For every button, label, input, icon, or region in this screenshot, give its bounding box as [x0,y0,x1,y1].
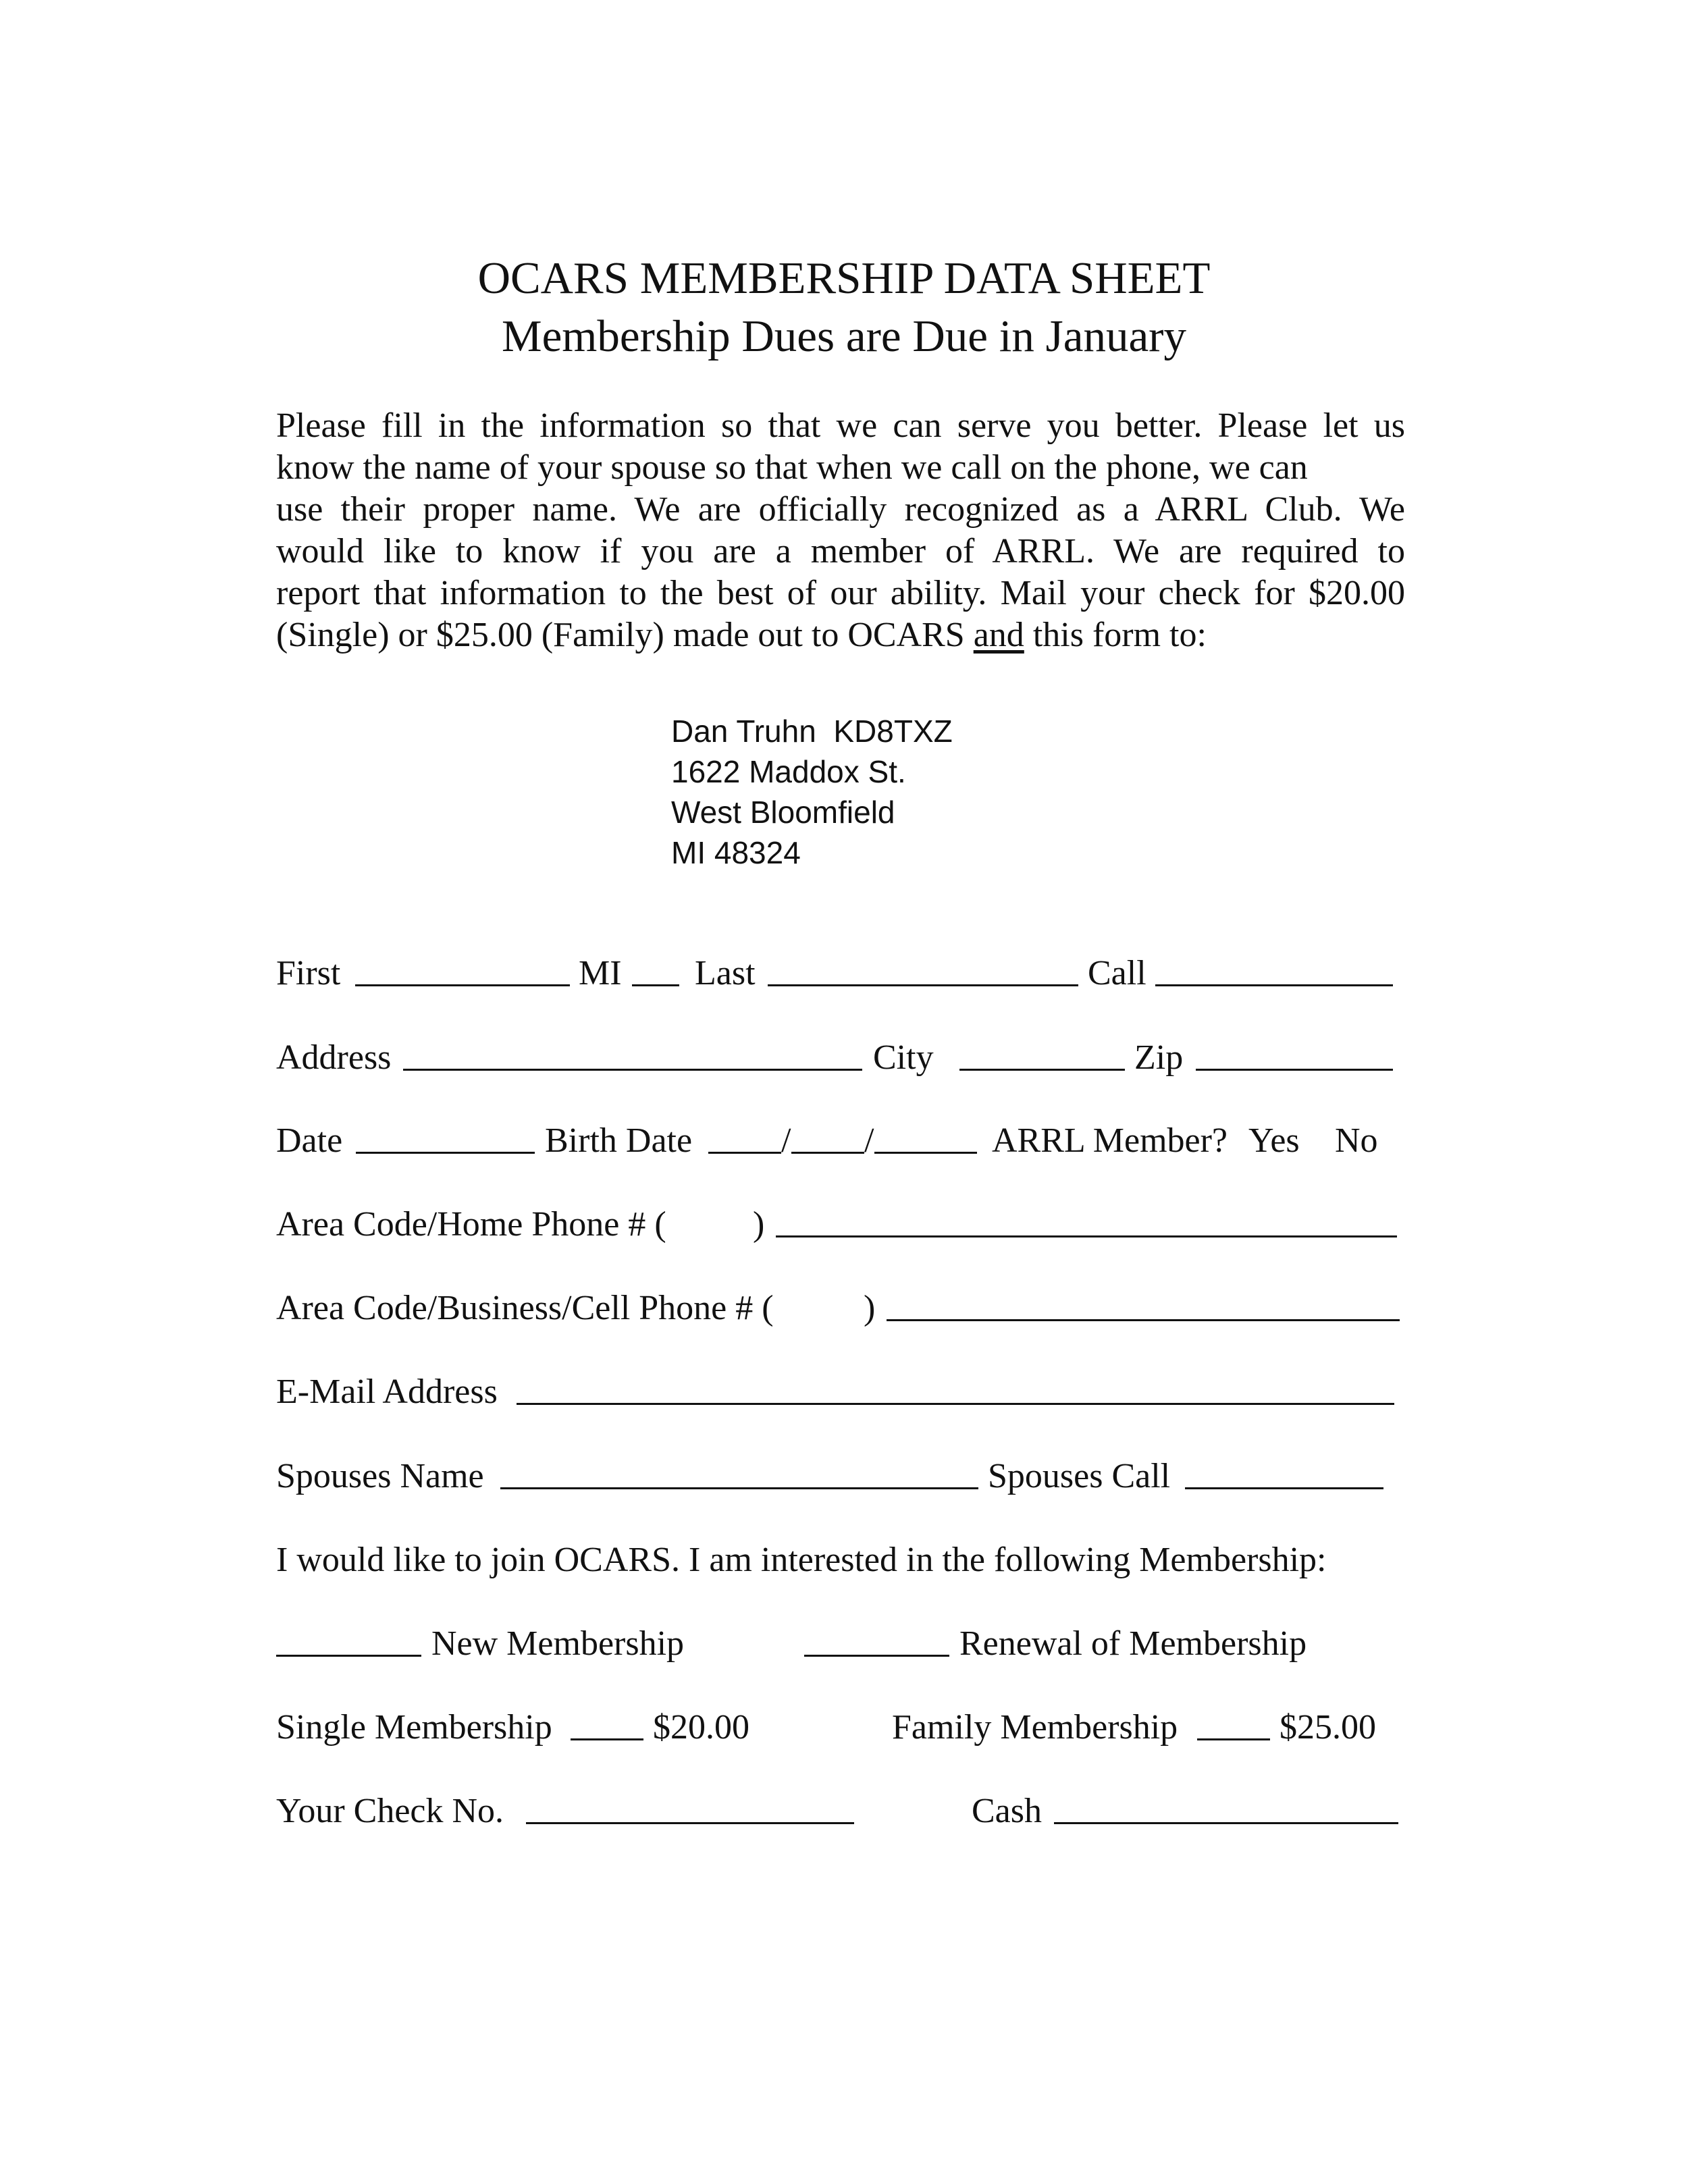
single-membership-field[interactable] [571,1706,643,1740]
arrl-yes-option[interactable]: Yes [1248,1121,1300,1160]
city-label: City [873,1038,934,1077]
spouse-name-field[interactable] [500,1455,978,1489]
family-membership-field[interactable] [1197,1706,1270,1740]
last-name-field[interactable] [768,952,1078,986]
mi-label: MI [579,954,622,992]
home-phone-label: Area Code/Home Phone # ( [276,1205,666,1244]
new-membership-label: New Membership [431,1624,685,1663]
date-separator: / [781,1121,791,1160]
call-sign-field[interactable] [1155,952,1393,986]
intro-line: Please fill in the information so that we can serve you better. Please let us [276,406,1405,445]
cash-label: Cash [972,1792,1042,1830]
spouse-call-label: Spouses Call [988,1457,1171,1495]
check-number-field[interactable] [526,1790,854,1824]
single-membership-label: Single Membership [276,1708,552,1747]
intro-line [276,614,1405,656]
first-name-field[interactable] [355,952,570,986]
middle-initial-field[interactable] [632,952,679,986]
email-label: E-Mail Address [276,1373,498,1411]
city-field[interactable] [959,1036,1125,1071]
address-label: Address [276,1038,392,1077]
cash-field[interactable] [1054,1790,1398,1824]
birth-year-field[interactable] [874,1119,977,1154]
family-price: $25.00 [1280,1708,1376,1747]
date-field[interactable] [356,1119,535,1154]
birth-day-field[interactable] [791,1119,864,1154]
new-membership-field[interactable] [276,1622,421,1657]
address-street: 1622 Maddox St. [671,754,906,789]
email-field[interactable] [517,1370,1394,1405]
intro-line: would like to know if you are a member of ARRL. We are required to [276,532,1405,570]
arrl-member-label: ARRL Member? [992,1121,1228,1160]
intro-line-text: (Single) or $25.00 (Family) made out to OCARS [276,616,974,654]
page-title: OCARS MEMBERSHIP DATA SHEET [477,253,1211,303]
intro-paragraph [276,405,1405,656]
spouse-name-label: Spouses Name [276,1457,484,1495]
address-name: Dan Truhn KD8TXZ [671,714,953,749]
zip-field[interactable] [1196,1036,1393,1071]
family-membership-label: Family Membership [892,1708,1178,1747]
home-phone-field[interactable] [776,1203,1397,1237]
close-paren: ) [864,1289,876,1327]
underlined-and: and [973,616,1024,654]
date-separator: / [864,1121,874,1160]
close-paren: ) [753,1205,765,1244]
mailing-address [671,711,953,873]
renewal-membership-field[interactable] [804,1622,949,1657]
intro-line: report that information to the best of our ability. Mail your check for $20.00 [276,574,1405,612]
birth-month-field[interactable] [708,1119,781,1154]
address-city: West Bloomfield [671,795,895,830]
intro-line: use their proper name. We are officially recognized as a ARRL Club. We [276,490,1405,529]
first-label: First [276,954,341,992]
join-statement: I would like to join OCARS. I am interested in the following Membership: [276,1541,1327,1579]
address-state-zip: MI 48324 [671,835,801,870]
date-label: Date [276,1121,343,1160]
check-no-label: Your Check No. [276,1792,504,1830]
arrl-no-option[interactable]: No [1335,1121,1378,1160]
intro-line-text: this form to: [1024,616,1207,654]
address-field[interactable] [403,1036,862,1071]
page-subtitle: Membership Dues are Due in January [502,311,1186,361]
call-label: Call [1088,954,1146,992]
renewal-membership-label: Renewal of Membership [959,1624,1307,1663]
intro-line: know the name of your spouse so that when we call on the phone, we can [276,448,1308,487]
business-phone-label: Area Code/Business/Cell Phone # ( [276,1289,774,1327]
single-price: $20.00 [653,1708,749,1747]
spouse-call-field[interactable] [1185,1455,1383,1489]
birth-date-label: Birth Date [545,1121,693,1160]
zip-label: Zip [1134,1038,1184,1077]
last-label: Last [695,954,756,992]
business-phone-field[interactable] [887,1287,1400,1321]
